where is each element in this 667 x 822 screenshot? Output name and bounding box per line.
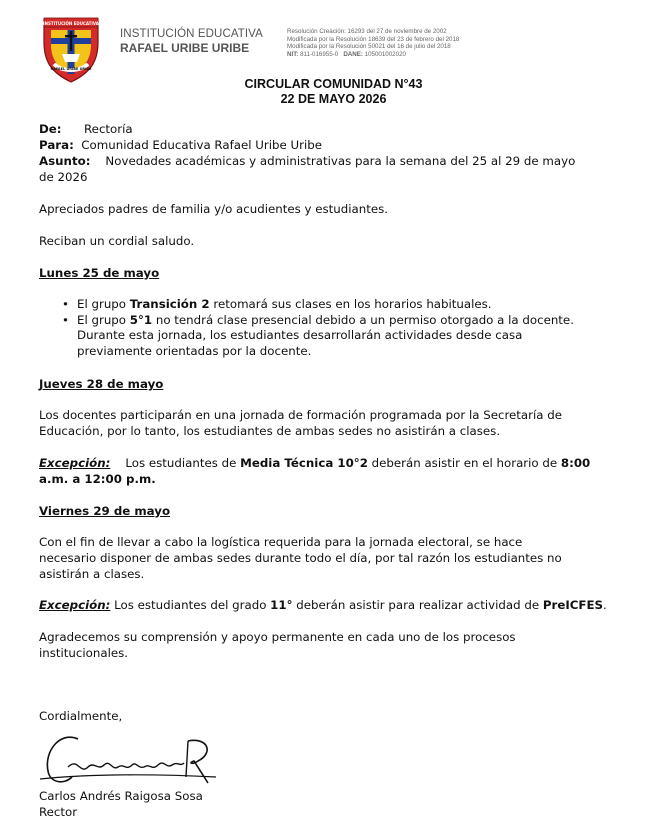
list-item-continuation: previamente orientadas por la docente. — [77, 343, 312, 358]
from-label: De: — [39, 122, 62, 136]
list-item-continuation: Durante esta jornada, los estudiantes desarrollarán actividades desde casa — [77, 328, 523, 342]
resolution-line3: Modificada por la Resolución 50021 del 16 de julio del 2018 — [287, 43, 451, 51]
institution-line1: INSTITUCIÓN EDUCATIVA — [120, 28, 263, 40]
nit-value: 811-016955-0 — [300, 50, 339, 58]
thursday-exception-time: a.m. a 12:00 p.m. — [39, 472, 156, 486]
circular-date: 22 DE MAYO 2026 — [280, 92, 387, 106]
thursday-para-line2: Educación, por lo tanto, los estudiantes de ambas sedes no asistirán a clases. — [39, 424, 501, 438]
greeting: Apreciados padres de familia y/o acudientes y estudiantes. — [39, 202, 389, 216]
exception-time: 8:00 — [560, 456, 591, 470]
logo-top-text: INSTITUCIÓN EDUCATIVA — [43, 21, 99, 26]
closing-line1: Agradecemos su comprensión y apoyo permanente en cada uno de los procesos — [39, 630, 516, 644]
exception-text: deberán asistir para realizar actividad de — [292, 598, 543, 612]
item-text: no tendrá clase presencial debido a un permiso otorgado a la docente. — [152, 312, 574, 327]
group-name: 5°1 — [129, 312, 153, 327]
resolution-line1: Resolución Creación: 16293 del 27 de noviembre de 2002 — [287, 28, 447, 35]
exception-text: deberán asistir en el horario de — [367, 456, 561, 470]
item-text: El grupo — [77, 312, 130, 327]
circular-title: CIRCULAR COMUNIDAD N°43 — [244, 77, 423, 91]
resolution-block — [287, 28, 459, 58]
friday-para-line1: Con el fin de llevar a cabo la logística requerida para la jornada electoral, se hace — [39, 535, 523, 549]
monday-list — [62, 297, 632, 359]
friday-heading: Viernes 29 de mayo — [39, 504, 171, 518]
letterhead — [0, 0, 667, 80]
registry-ids — [287, 51, 459, 59]
institution-name — [120, 28, 263, 55]
monday-heading: Lunes 25 de mayo — [39, 266, 160, 280]
resolution-line2: Modificada por la Resolución 18639 del 23 de febrero del 2018 — [287, 35, 460, 43]
exception-activity: PreICFES — [542, 598, 604, 612]
signer-role: Rector — [39, 805, 78, 819]
exception-grade: 11° — [270, 598, 293, 612]
from-line — [39, 122, 629, 138]
friday-para-line3: asistirán a clases. — [39, 567, 145, 581]
thursday-heading: Jueves 28 de mayo — [39, 377, 164, 391]
dane-value: 105001002020 — [364, 50, 406, 58]
to-line — [39, 138, 629, 154]
subject-value: Novedades académicas y administrativas para la semana del 25 al 29 de mayo — [105, 154, 576, 168]
item-text: retomará sus clases en los horarios habituales. — [209, 297, 492, 311]
item-text: El grupo — [77, 297, 130, 311]
signer-name: Carlos Andrés Raigosa Sosa — [39, 789, 203, 803]
salutation: Reciban un cordial saludo. — [39, 234, 195, 248]
nit-label: NIT: — [287, 50, 299, 58]
subject-label: Asunto: — [39, 154, 91, 168]
to-value: Comunidad Educativa Rafael Uribe Uribe — [81, 138, 323, 152]
list-item — [62, 313, 632, 329]
exception-label: Excepción: — [39, 456, 111, 470]
closing-line2: institucionales. — [39, 646, 129, 660]
exception-text: . — [603, 598, 607, 612]
exception-text: Los estudiantes del grado — [110, 598, 271, 612]
signoff: Cordialmente, — [39, 709, 123, 723]
subject-line — [39, 154, 629, 170]
dane-label: DANE: — [343, 50, 363, 58]
exception-label: Excepción: — [39, 598, 111, 612]
signature-text: Carlos Raigosa — [38, 727, 46, 728]
group-name: Transición 2 — [129, 297, 210, 311]
to-label: Para: — [39, 138, 74, 152]
thursday-para-line1: Los docentes participarán en una jornada de formación programada por la Secretaría de — [39, 408, 563, 422]
friday-exception — [39, 598, 629, 614]
exception-group: Media Técnica 10°2 — [240, 456, 368, 470]
from-value: Rectoría — [84, 122, 133, 136]
bullet-icon: • — [62, 312, 69, 327]
institution-line2: RAFAEL URIBE URIBE — [120, 41, 250, 55]
handwritten-signature — [38, 727, 218, 795]
subject-line-2: de 2026 — [39, 170, 88, 184]
bullet-icon: • — [62, 297, 69, 311]
exception-text: Los estudiantes de — [125, 456, 241, 470]
list-item — [62, 297, 632, 313]
thursday-exception — [39, 456, 629, 472]
friday-para-line2: necesario disponer de ambas sedes durante todo el día, por tal razón los estudiantes no — [39, 551, 562, 565]
logo-bottom-text: RAFAEL URIBE URIBE — [50, 67, 92, 71]
school-crest-logo — [40, 12, 102, 84]
